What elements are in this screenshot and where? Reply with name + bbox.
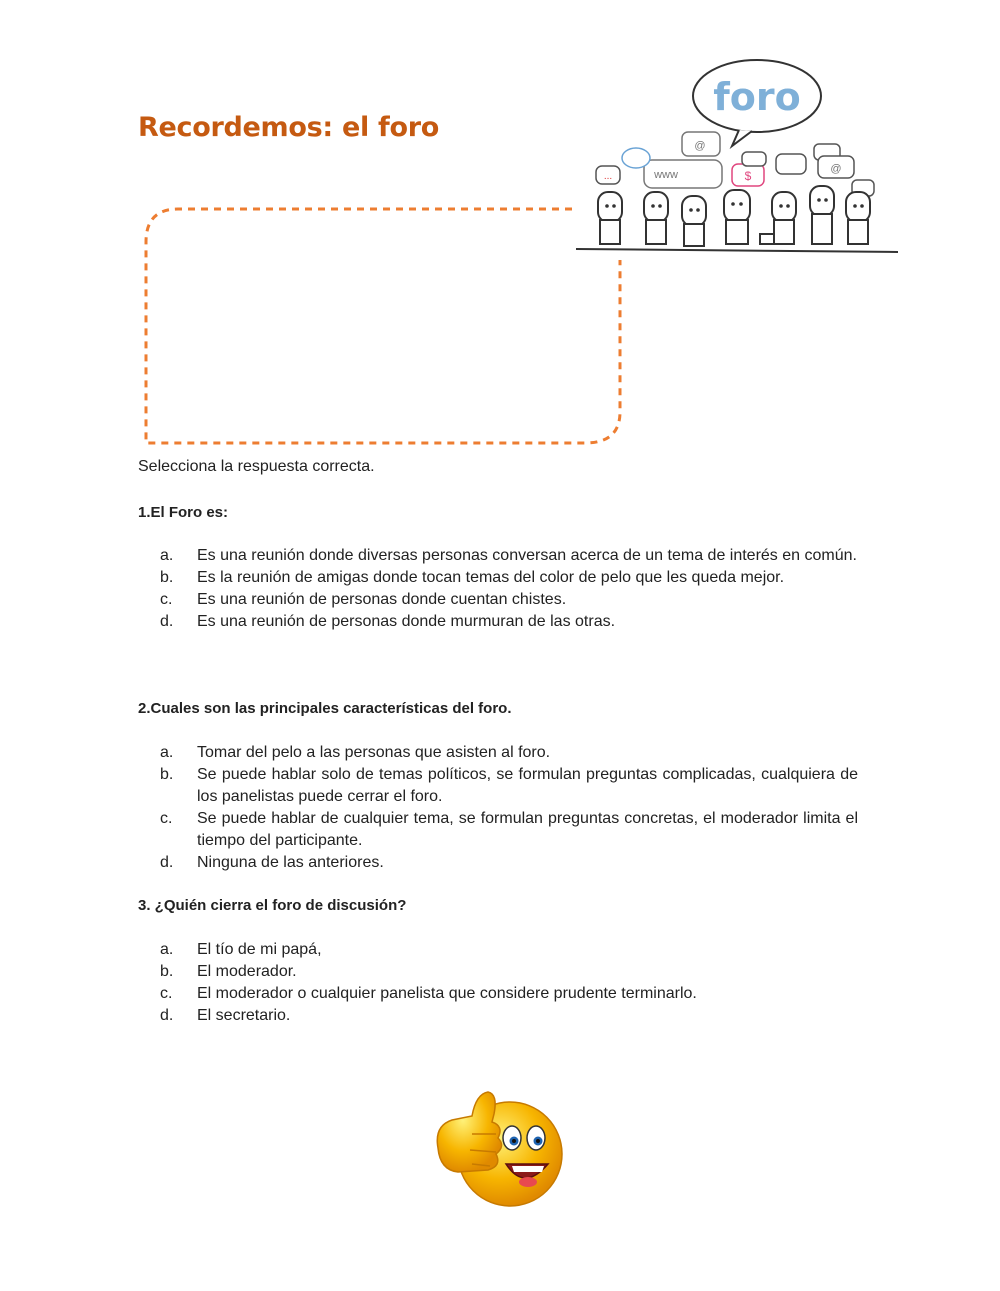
option-letter: a. — [160, 941, 174, 958]
option-letter: c. — [160, 985, 173, 1002]
option-text: El moderador o cualquier panelista que considere prudente terminarlo. — [197, 985, 697, 1002]
option-letter: d. — [160, 613, 174, 630]
option-text: El secretario. — [197, 1007, 291, 1024]
option-3c[interactable] — [160, 983, 858, 1005]
option-text: Es una reunión de personas donde cuentan chistes. — [197, 591, 567, 608]
option-letter: c. — [160, 591, 173, 608]
question-3-options — [160, 939, 858, 1027]
option-text: Es una reunión donde diversas personas conversan acerca de un tema de interés en común. — [197, 547, 857, 564]
option-letter: d. — [160, 1007, 174, 1024]
option-text: El moderador. — [197, 963, 297, 980]
option-3a[interactable] — [160, 939, 858, 961]
option-text: Es una reunión de personas donde murmuran de las otras. — [197, 613, 616, 630]
option-letter: b. — [160, 766, 174, 783]
foro-logo-text: foro — [713, 75, 801, 119]
option-2b[interactable] — [160, 764, 858, 808]
option-2a[interactable] — [160, 742, 858, 764]
option-text: Se puede hablar solo de temas políticos, se formulan preguntas complicadas, cualquiera de los panelistas puede cerrar el foro. — [197, 766, 858, 805]
page-title: Recordemos: el foro — [138, 112, 439, 143]
option-text: El tío de mi papá, — [197, 941, 322, 958]
bubble-text: @ — [694, 140, 706, 152]
option-letter: b. — [160, 963, 174, 980]
bubble-text: @ — [830, 163, 842, 175]
option-2d[interactable] — [160, 852, 858, 874]
option-3b[interactable] — [160, 961, 858, 983]
option-text: Ninguna de las anteriores. — [197, 854, 384, 871]
option-text: Tomar del pelo a las personas que asisten al foro. — [197, 744, 551, 761]
option-1a[interactable] — [160, 545, 858, 567]
question-1-title: 1.El Foro es: — [138, 504, 229, 521]
option-letter: b. — [160, 569, 174, 586]
option-2c[interactable] — [160, 808, 858, 852]
option-letter: d. — [160, 854, 174, 871]
question-2-title: 2.Cuales son las principales características del foro. — [138, 700, 512, 717]
option-text: Es la reunión de amigas donde tocan temas del color de pelo que les queda mejor. — [197, 569, 785, 586]
option-1c[interactable] — [160, 589, 858, 611]
question-1-options — [160, 545, 858, 633]
option-1b[interactable] — [160, 567, 858, 589]
option-letter: c. — [160, 810, 173, 827]
option-text: Se puede hablar de cualquier tema, se formulan preguntas concretas, el moderador limita el tiempo del participante. — [197, 810, 858, 849]
answer-box-dashed — [140, 200, 630, 450]
bubble-text: ... — [603, 171, 613, 182]
option-1d[interactable] — [160, 611, 858, 633]
question-3-title: 3. ¿Quién cierra el foro de discusión? — [138, 897, 407, 914]
option-letter: a. — [160, 744, 174, 761]
option-3d[interactable] — [160, 1005, 858, 1027]
bubble-text: $ — [744, 169, 752, 183]
bubble-text: www — [654, 169, 678, 181]
instruction-text: Selecciona la respuesta correcta. — [138, 458, 375, 475]
thumbs-up-smiley-icon — [432, 1086, 566, 1210]
question-2-options — [160, 742, 858, 874]
option-letter: a. — [160, 547, 174, 564]
